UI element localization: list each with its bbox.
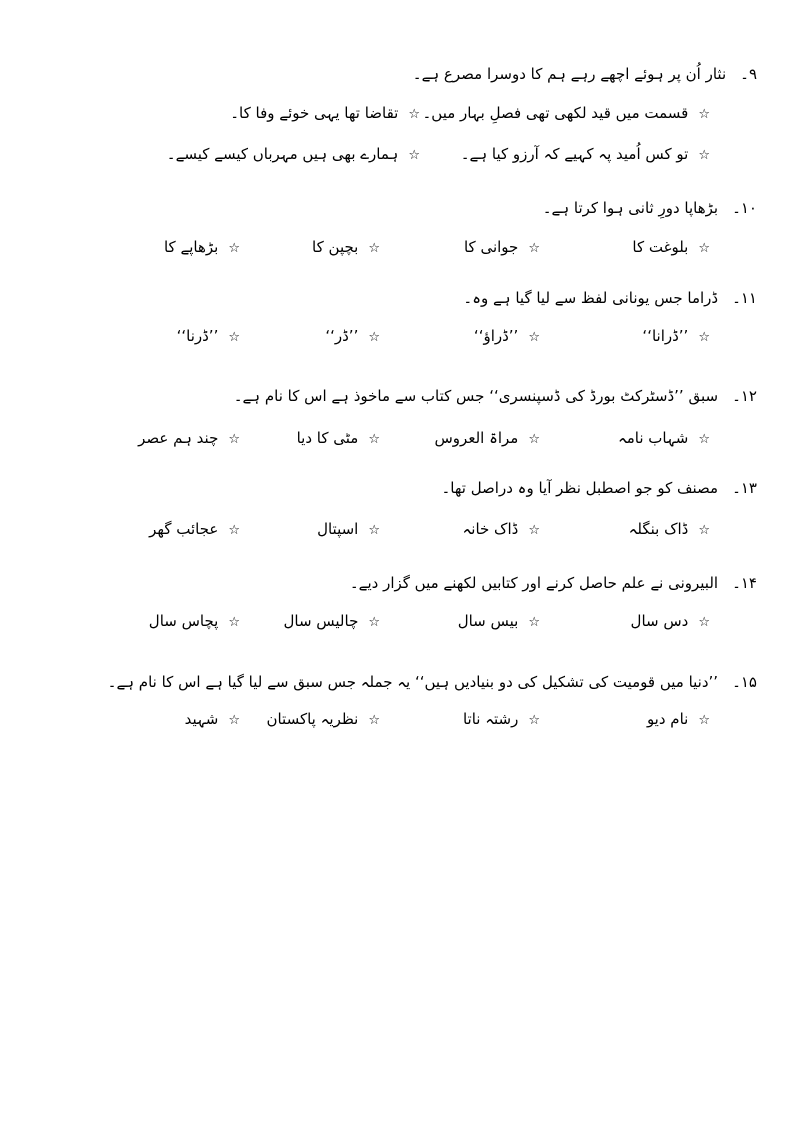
option[interactable] [458,610,540,634]
option-text: عجائب گھر [149,520,219,538]
option-text: نظریہ پاکستان [266,710,359,728]
option-text: مٹی کا دیا [296,429,359,447]
option-text: بچپن کا [312,238,359,256]
option-text: نام دیو [646,710,689,728]
options-row [110,610,710,632]
star-icon: ☆ [228,432,240,447]
star-icon: ☆ [368,523,380,538]
star-icon: ☆ [528,330,540,345]
options-row [110,236,710,258]
options-row [110,518,710,540]
option-text: ’’ڈرنا‘‘ [176,327,219,345]
star-icon: ☆ [698,432,710,447]
question-9 [107,64,757,84]
star-icon: ☆ [408,107,420,122]
option[interactable] [149,518,240,542]
option[interactable] [266,708,380,732]
star-icon: ☆ [368,713,380,728]
star-icon: ☆ [698,148,710,163]
option-text: شہید [184,710,219,728]
star-icon: ☆ [408,148,420,163]
option-text: ’’ڈرانا‘‘ [642,327,689,345]
option-text: ہمارے بھی ہیں مہرباں کیسے کیسے۔ [166,145,399,163]
option-text: دس سال [630,612,689,630]
star-icon: ☆ [698,615,710,630]
option-text: ڈاک خانہ [462,520,519,538]
options-row [110,325,710,347]
star-icon: ☆ [698,107,710,122]
option[interactable] [629,518,710,542]
option-text: مراۃ العروس [434,429,519,447]
star-icon: ☆ [228,713,240,728]
option-text: تو کس اُمید پہ کہیے کہ آرزو کیا ہے۔ [460,145,689,163]
star-icon: ☆ [368,615,380,630]
options-row [110,708,710,730]
question-12 [107,386,757,406]
option[interactable] [185,708,240,732]
star-icon: ☆ [228,241,240,256]
star-icon: ☆ [368,432,380,447]
question-14 [107,573,757,593]
option-text: بیس سال [457,612,519,630]
option[interactable] [464,236,540,260]
option[interactable] [462,518,540,542]
option[interactable] [149,610,240,634]
star-icon: ☆ [528,523,540,538]
option-text: بلوغت کا [632,238,689,256]
star-icon: ☆ [698,713,710,728]
question-number: ۹۔ [740,65,757,83]
question-text: البیرونی نے علم حاصل کرنے اور کتابیں لکھنے میں گزار دیے۔ [349,574,719,592]
question-13 [107,478,757,498]
option[interactable] [230,102,420,126]
star-icon: ☆ [228,330,240,345]
option-text: اسپتال [317,520,359,538]
option[interactable] [325,325,380,349]
options-row [110,143,710,165]
question-number: ۱۳۔ [732,479,757,497]
option[interactable] [297,427,380,451]
question-text: سبق ’’ڈسٹرکٹ بورڈ کی ڈسپنسری‘‘ جس کتاب سے ماخوذ ہے اس کا نام ہے۔ [233,387,719,405]
question-15 [107,672,757,692]
option[interactable] [435,427,541,451]
option-text: جوانی کا [463,238,519,256]
option[interactable] [164,236,240,260]
question-text: مصنف کو جو اصطبل نظر آیا وہ دراصل تھا۔ [441,479,719,497]
option[interactable] [138,427,240,451]
question-number: ۱۲۔ [732,387,757,405]
option-text: تقاضا تھا یہی خوئے وفا کا۔ [230,104,399,122]
option-text: چالیس سال [283,612,359,630]
question-10 [107,198,757,218]
star-icon: ☆ [368,330,380,345]
question-number: ۱۴۔ [732,574,757,592]
star-icon: ☆ [228,523,240,538]
option[interactable] [642,325,710,349]
options-row [110,102,710,124]
question-text: بڑھاپا دورِ ثانی ہوا کرتا ہے۔ [542,199,719,217]
option[interactable] [423,102,710,126]
star-icon: ☆ [368,241,380,256]
option[interactable] [312,236,380,260]
option-text: شہاب نامہ [617,429,689,447]
option[interactable] [283,610,380,634]
option-text: ’’ڈر‘‘ [325,327,359,345]
option[interactable] [474,325,540,349]
star-icon: ☆ [698,523,710,538]
option-text: ڈاک بنگلہ [628,520,689,538]
star-icon: ☆ [698,330,710,345]
star-icon: ☆ [698,241,710,256]
option[interactable] [632,236,710,260]
question-number: ۱۱۔ [732,289,757,307]
star-icon: ☆ [228,615,240,630]
question-text: ’’دنیا میں قومیت کی تشکیل کی دو بنیادیں ہیں‘‘ یہ جملہ جس سبق سے لیا گیا ہے اس کا نام ہے۔ [107,673,719,691]
option[interactable] [631,610,710,634]
options-row [110,427,710,449]
option[interactable] [461,143,710,167]
star-icon: ☆ [528,241,540,256]
option[interactable] [177,325,240,349]
question-number: ۱۰۔ [732,199,757,217]
question-text: نثار اُن پر ہوئے اچھے رہے ہم کا دوسرا مصرع ہے۔ [412,65,727,83]
option[interactable] [463,708,540,732]
star-icon: ☆ [528,713,540,728]
option[interactable] [618,427,710,451]
option-text: ’’ڈراؤ‘‘ [473,327,519,345]
star-icon: ☆ [528,432,540,447]
option-text: بڑھاپے کا [163,238,219,256]
question-number: ۱۵۔ [732,673,757,691]
option-text: قسمت میں قید لکھی تھی فصلِ بہار میں۔ [422,104,689,122]
question-11 [107,288,757,308]
option[interactable] [167,143,420,167]
star-icon: ☆ [528,615,540,630]
option-text: پچاس سال [148,612,219,630]
option[interactable] [647,708,710,732]
option-text: رشتہ ناتا [462,710,519,728]
option[interactable] [317,518,380,542]
option-text: چند ہم عصر [138,429,219,447]
question-text: ڈراما جس یونانی لفظ سے لیا گیا ہے وہ۔ [463,289,719,307]
